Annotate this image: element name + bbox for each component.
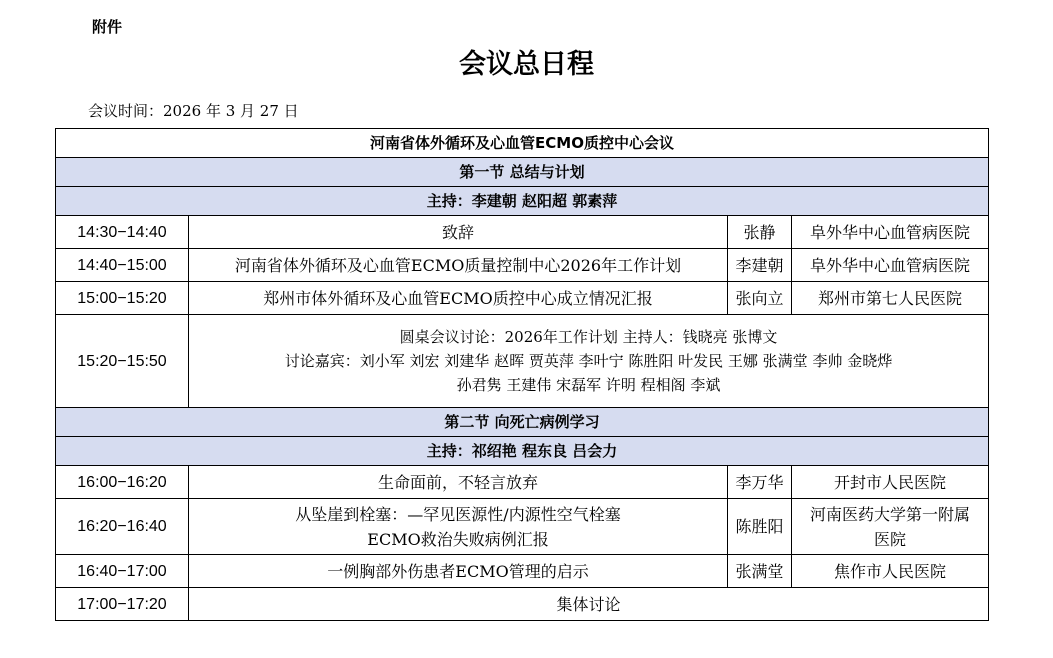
section-title: 第一节 总结与计划: [56, 158, 989, 187]
time-cell: 14:30−14:40: [56, 216, 189, 249]
hospital-cell: 开封市人民医院: [792, 466, 989, 499]
topic-cell: 致辞: [189, 216, 728, 249]
attachment-label: 附件: [92, 18, 123, 36]
time-cell: 17:00−17:20: [56, 588, 189, 621]
hospital-cell: 郑州市第七人民医院: [792, 282, 989, 315]
hospital-cell: [792, 499, 989, 555]
discussion-cell: [189, 315, 989, 408]
table-row: [56, 499, 989, 555]
topic-cell: 郑州市体外循环及心血管ECMO质控中心成立情况汇报: [189, 282, 728, 315]
table-row: [56, 466, 989, 499]
topic-cell: 河南省体外循环及心血管ECMO质量控制中心2026年工作计划: [189, 249, 728, 282]
topic-line: 从坠崖到栓塞：—罕见医源性/内源性空气栓塞: [295, 504, 621, 524]
discussion-guests: 讨论嘉宾：刘小军 刘宏 刘建华 赵晖 贾英萍 李叶宁 陈胜阳 叶发民 王娜 张满堂 李帅 金晓烨: [284, 352, 893, 370]
hospital-cell: 阜外华中心血管病医院: [792, 216, 989, 249]
hospital-cell: 阜外华中心血管病医院: [792, 249, 989, 282]
time-cell: 16:20−16:40: [56, 499, 189, 555]
speaker-cell: 张满堂: [728, 555, 792, 588]
section-title: 第二节 向死亡病例学习: [56, 408, 989, 437]
section-hosts: 主持：李建朝 赵阳超 郭素萍: [56, 187, 989, 216]
topic-line: ECMO救治失败病例汇报: [367, 529, 549, 549]
hospital-line: 医院: [873, 529, 906, 549]
topic-cell: 生命面前，不轻言放弃: [189, 466, 728, 499]
speaker-cell: 张静: [728, 216, 792, 249]
discussion-row: [56, 315, 989, 408]
speaker-cell: 李万华: [728, 466, 792, 499]
meeting-title: 河南省体外循环及心血管ECMO质控中心会议: [56, 129, 989, 158]
table-row: [56, 282, 989, 315]
topic-cell: [189, 499, 728, 555]
table-row: [56, 249, 989, 282]
closing-topic-cell: 集体讨论: [189, 588, 989, 621]
page-title: 会议总日程: [459, 49, 594, 80]
time-cell: 16:00−16:20: [56, 466, 189, 499]
speaker-cell: 陈胜阳: [728, 499, 792, 555]
hosts-row: [56, 437, 989, 466]
meeting-date: 会议时间：2026 年 3 月 27 日: [88, 102, 299, 120]
table-row: [56, 555, 989, 588]
schedule-table: [55, 128, 989, 621]
time-cell: 14:40−15:00: [56, 249, 189, 282]
speaker-cell: 张向立: [728, 282, 792, 315]
table-row: [56, 216, 989, 249]
meeting-title-row: [56, 129, 989, 158]
time-cell: 15:20−15:50: [56, 315, 189, 408]
time-cell: 16:40−17:00: [56, 555, 189, 588]
hospital-cell: 焦作市人民医院: [792, 555, 989, 588]
section-row: [56, 158, 989, 187]
time-cell: 15:00−15:20: [56, 282, 189, 315]
hospital-line: 河南医药大学第一附属: [809, 504, 970, 524]
section-hosts: 主持：祁绍艳 程东良 吕会力: [56, 437, 989, 466]
discussion-guests-cont: 孙君隽 王建伟 宋磊军 许明 程相阁 李斌: [456, 376, 721, 394]
speaker-cell: 李建朝: [728, 249, 792, 282]
table-row: [56, 588, 989, 621]
discussion-line: 圆桌会议讨论：2026年工作计划 主持人：钱晓亮 张博文: [399, 328, 778, 346]
section-row: [56, 408, 989, 437]
topic-cell: 一例胸部外伤患者ECMO管理的启示: [189, 555, 728, 588]
hosts-row: [56, 187, 989, 216]
